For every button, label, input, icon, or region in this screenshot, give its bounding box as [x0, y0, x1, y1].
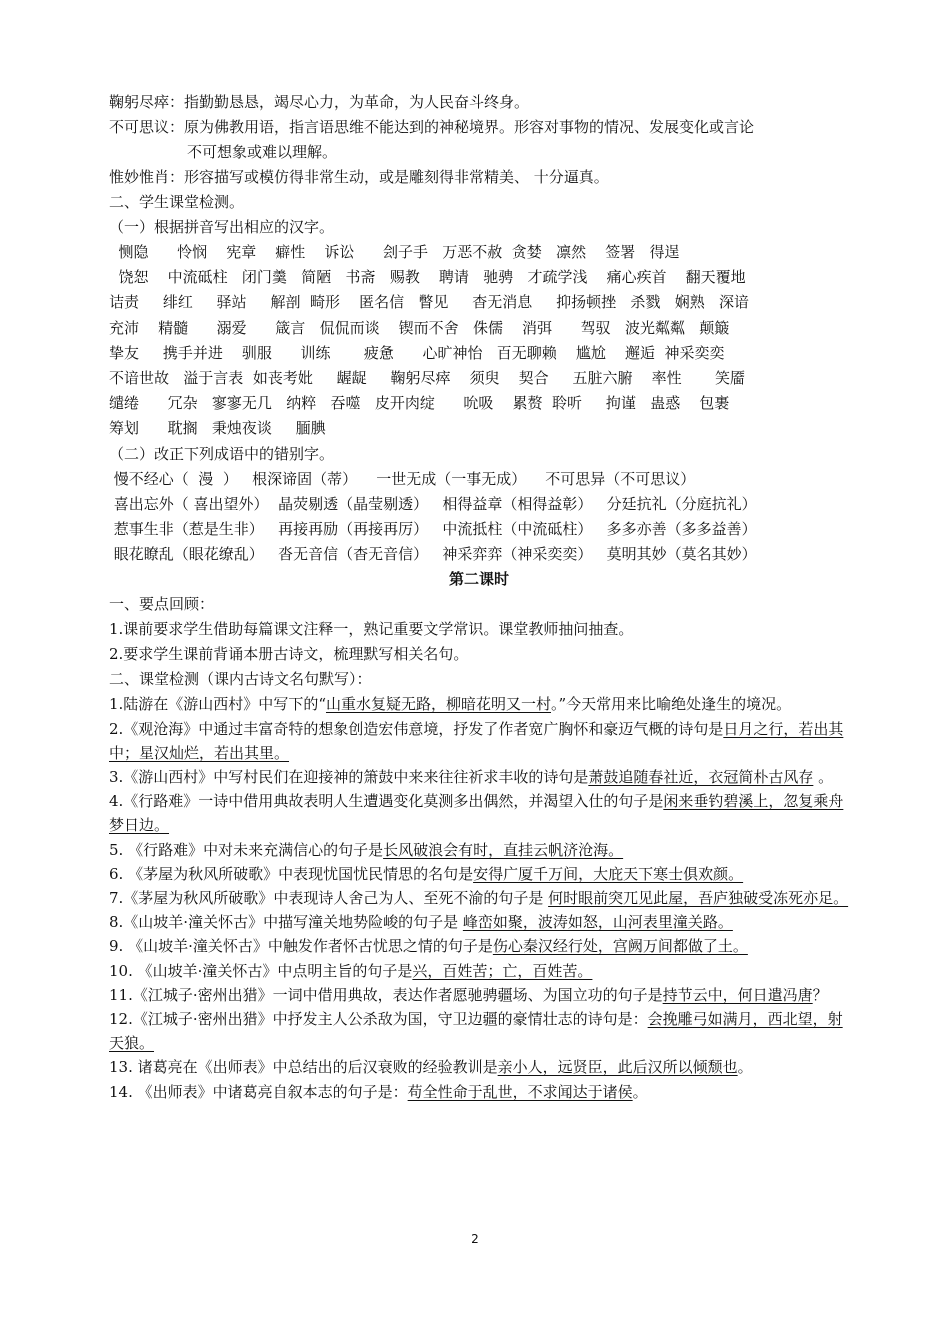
- vocabulary-list: [109, 240, 849, 442]
- question-answer: 持节云中，何日遣冯唐: [662, 985, 813, 1004]
- question-item: [109, 983, 849, 1007]
- question-answer: 亲小人，远贤臣，此后汉所以倾颓也: [497, 1058, 738, 1077]
- part1-heading: （一）根据拼音写出相应的汉字。: [109, 218, 335, 236]
- definition-1: [109, 90, 849, 115]
- question-item: [109, 838, 849, 862]
- review-item: 2.要求学生课前背诵本册古诗文，梳理默写相关名句。: [109, 645, 469, 664]
- question-text: 4.《行路难》一诗中借用典故表明人生遭遇变化莫测多出偶然，并渴望入仕的句子是: [109, 792, 664, 811]
- vocabulary-row: 挚友 携手并进 驯服 训练 疲惫 心旷神怡 百无聊赖 尴尬 邂逅 神采奕奕: [109, 343, 725, 362]
- question-text: 10. 《山坡羊·潼关怀古》中点明主旨的句子是: [109, 961, 413, 980]
- question-answer: 苟全性命于乱世，不求闻达于诸侯: [407, 1082, 633, 1101]
- question-item: [109, 1055, 849, 1079]
- question-text: 5. 《行路难》中对未来充满信心的句子是: [109, 840, 384, 859]
- question-item: [109, 789, 849, 837]
- document-page: [109, 90, 849, 1104]
- question-item: [109, 934, 849, 958]
- question-answer: 长风破浪会有时，直挂云帆济沧海。: [383, 840, 624, 859]
- question-item: [109, 1080, 849, 1104]
- vocabulary-row: 充沛 精髓 溺爱 箴言 侃侃而谈 锲而不舍 侏儒 消弭 驾驭 波光粼粼 颠簸: [109, 318, 730, 337]
- question-item: [109, 886, 849, 910]
- review-heading: 一、要点回顾：: [109, 595, 215, 614]
- definition-term: 不可思议：: [109, 118, 185, 136]
- question-item: [109, 1007, 849, 1055]
- definition-term: 惟妙惟肖：: [109, 168, 185, 186]
- definition-2-continued: 不可想象或难以理解。: [187, 143, 338, 161]
- question-list: [109, 692, 849, 1103]
- question-item: [109, 765, 849, 789]
- idiom-row: 喜出忘外（ 喜出望外） 晶荧剔透（晶莹剔透） 相得益章（相得益彰） 分廷抗礼（分庭抗礼）: [109, 494, 757, 513]
- vocabulary-row: 饶恕 中流砥柱 闭门羹 简陋 书斋 赐教 聘请 驰骋 才疏学浅 痛心疾首 翻天覆地: [109, 268, 746, 287]
- question-text: 2.《观沧海》中通过丰富奇特的想象创造宏伟意境，抒发了作者宽广胸怀和豪迈气概的诗句是: [109, 719, 724, 738]
- idiom-row: 眼花瞭乱（眼花缭乱） 沓无音信（杳无音信） 神采弈弈（神采奕奕） 莫明其妙（莫名其妙）: [109, 545, 757, 564]
- question-text: 6. 《茅屋为秋风所破歌》中表现忧国忧民情思的名句是: [109, 864, 474, 883]
- lesson-title: 第二课时: [448, 570, 509, 589]
- definition-text: 形容描写或模仿得非常生动，或是雕刻得非常精美、 十分逼真。: [184, 168, 609, 186]
- question-text: 14. 《出师表》中诸葛亮自叙本志的句子是：: [109, 1082, 408, 1101]
- question-text: 8.《山坡羊·潼关怀古》中描写潼关地势险峻的句子是: [109, 913, 463, 932]
- definition-3: [109, 165, 849, 190]
- question-text: 12.《江城子·密州出猎》中抒发主人公杀敌为国，守卫边疆的豪情壮志的诗句是：: [109, 1010, 648, 1029]
- question-text: 3.《游山西村》中写村民们在迎接神的箫鼓中来来往往祈求丰收的诗句是: [109, 768, 589, 787]
- question-suffix: 。: [737, 1058, 753, 1077]
- part2-heading: （二）改正下列成语中的错别字。: [109, 444, 335, 463]
- question-item: [109, 692, 849, 716]
- vocabulary-row: 恻隐 怜悯 宪章 癖性 诉讼 刽子手 万恶不赦 贪婪 凛然 签署 得逞: [109, 243, 680, 261]
- question-suffix: 。: [813, 768, 834, 787]
- question-suffix: 。”今天常用来比喻绝处逢生的境况。: [551, 695, 792, 714]
- question-answer: 闲来垂钓碧溪上，忽复乘舟梦日边。: [109, 792, 844, 835]
- question-answer: 伤心秦汉经行处，宫阙万间都做了土。: [492, 937, 748, 956]
- idiom-row: 惹事生非（惹是生非） 再接再励（再接再厉） 中流抵柱（中流砥柱） 多多亦善（多多益善）: [109, 520, 757, 539]
- vocabulary-row: 不谙世故 溢于言表 如丧考妣 龌龊 鞠躬尽瘁 须臾 契合 五脏六腑 率性 笑靥: [109, 369, 745, 388]
- vocabulary-row: 缱绻 冗杂 寥寥无几 纳粹 吞噬 皮开肉绽 吮吸 累赘 聆听 拘谨 蛊惑 包裹: [109, 394, 730, 413]
- definition-term: 鞠躬尽瘁：: [109, 93, 185, 111]
- question-suffix: 。: [632, 1082, 648, 1101]
- review-item: 1.课前要求学生借助每篇课文注释一，熟记重要文学常识。课堂教师抽问抽查。: [109, 620, 634, 639]
- definition-text: 指勤勤恳恳，竭尽心力，为革命，为人民奋斗终身。: [184, 93, 530, 111]
- idiom-row: 慢不经心（ 漫 ） 根深谛固（蒂） 一世无成（一事无成） 不可思异（不可思议）: [109, 469, 696, 488]
- section-heading: 二、学生课堂检测。: [109, 193, 245, 211]
- question-answer: 何时眼前突兀见此屋，吾庐独破受冻死亦足。: [548, 889, 849, 908]
- question-answer: 萧鼓追随春社近，衣冠简朴古风存: [588, 768, 814, 787]
- question-answer: 安得广厦千万间，大庇天下寒士俱欢颜。: [473, 864, 744, 883]
- question-answer: 日月之行，若出其中；星汉灿烂，若出其里。: [109, 719, 844, 762]
- question-text: 7.《茅屋为秋风所破歌》中表现诗人舍己为人、至死不渝的句子是: [109, 889, 549, 908]
- vocabulary-row: 诘责 绯红 驿站 解剖 畸形 匿名信 瞥见 杳无消息 抑扬顿挫 杀戮 娴熟 深谙: [109, 293, 750, 312]
- question-text: 9. 《山坡羊·潼关怀古》中触发作者怀古忧思之情的句子是: [109, 937, 493, 956]
- question-item: [109, 959, 849, 983]
- question-text: 1.陆游在《游山西村》中写下的“: [109, 695, 326, 714]
- idiom-correction-list: [109, 467, 849, 568]
- question-answer: 峰峦如聚，波涛如怒，山河表里潼关路。: [462, 913, 733, 932]
- question-answer: 兴，百姓苦；亡，百姓苦。: [412, 961, 593, 980]
- definition-text: 原为佛教用语，指言语思维不能达到的神秘境界。形容对事物的情况、发展变化或言论: [184, 118, 755, 136]
- question-text: 13. 诸葛亮在《出师表》中总结出的后汉衰败的经验教训是: [109, 1058, 498, 1077]
- test-heading: 二、课堂检测（课内古诗文名句默写）：: [109, 670, 372, 689]
- question-answer: 会挽雕弓如满月，西北望，射天狼。: [109, 1010, 843, 1053]
- question-text: 11.《江城子·密州出猎》一词中借用典故，表达作者愿驰骋疆场、为国立功的句子是: [109, 985, 663, 1004]
- question-item: [109, 862, 849, 886]
- question-suffix: ？: [812, 985, 828, 1004]
- page-number: 2: [471, 1232, 479, 1246]
- question-answer: 山重水复疑无路，柳暗花明又一村: [325, 695, 551, 714]
- question-item: [109, 717, 849, 765]
- vocabulary-row: 筹划 耽搁 秉烛夜谈 腼腆: [109, 419, 326, 438]
- definition-2: [109, 115, 849, 140]
- question-item: [109, 910, 849, 934]
